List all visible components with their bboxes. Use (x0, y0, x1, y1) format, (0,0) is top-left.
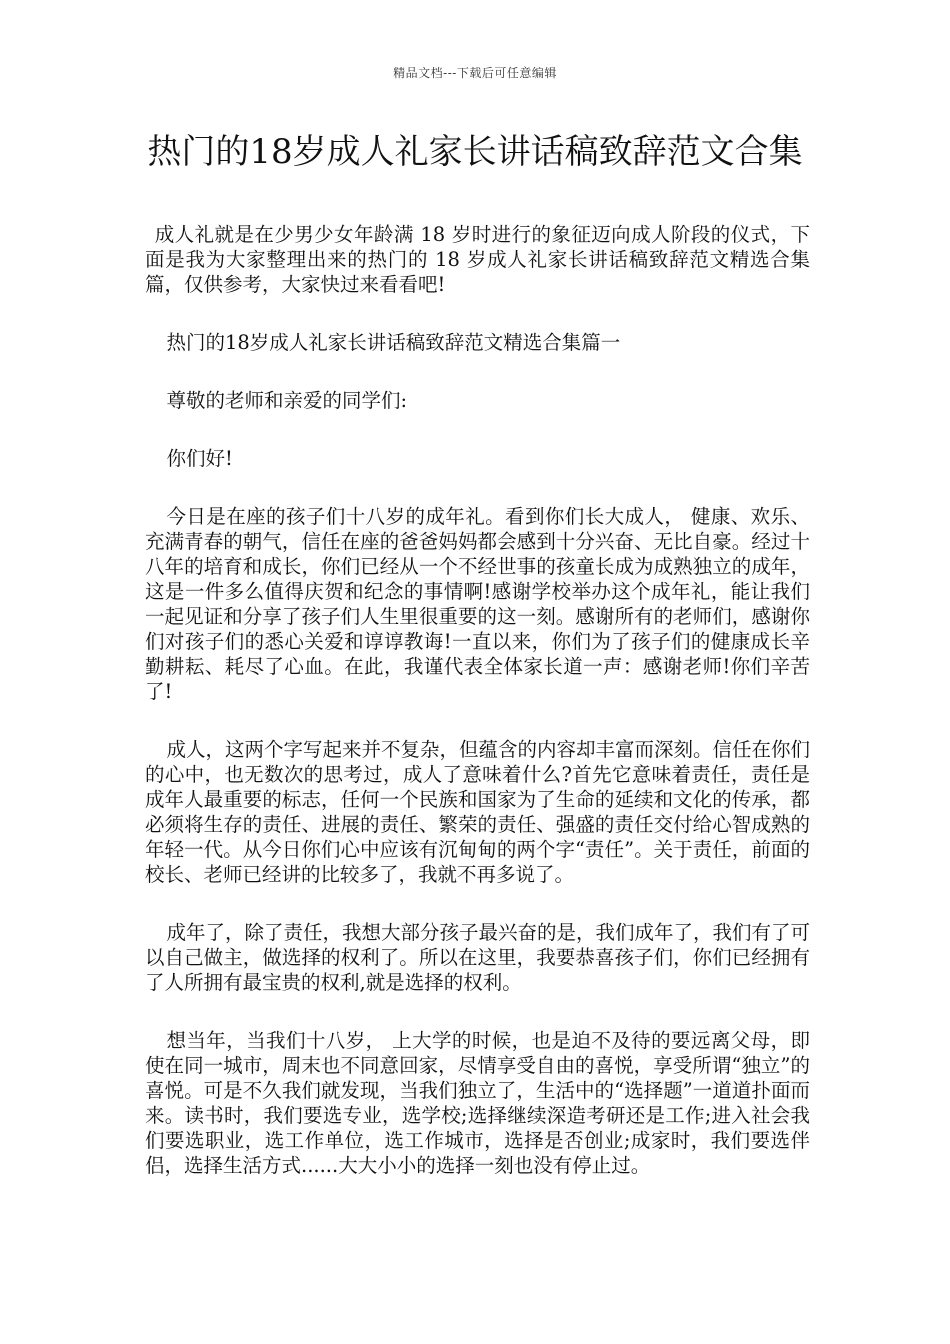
greeting: 你们好! (166, 447, 233, 470)
intro-paragraph: 成人礼就是在少男少女年龄满 18 岁时进行的象征迈向成人阶段的仪式，下面是我为大家整理出来的热门的 18 岁成人礼家长讲话稿致辞范文精选合集篇，仅供参考，大家快过来看看吧! (145, 223, 810, 296)
document-title: 热门的18岁成人礼家长讲话稿致辞范文合集 (147, 132, 803, 172)
section-heading: 热门的18岁成人礼家长讲话稿致辞范文精选合集篇一 (166, 331, 621, 354)
body-paragraph: 成年了，除了责任，我想大部分孩子最兴奋的是，我们成年了，我们有了可以自己做主，做选择的权利了。所以在这里，我要恭喜孩子们，你们已经拥有了人所拥有最宝贵的权利,就是选择的权利。 (145, 921, 810, 994)
body-paragraph: 今日是在座的孩子们十八岁的成年礼。看到你们长大成人， 健康、欢乐、充满青春的朝气，信任在座的爸爸妈妈都会感到十分兴奋、无比自豪。经过十八年的培育和成长，你们已经从一个不经世事的孩童长成为成熟独立的成年，这是一件多么值得庆贺和纪念的事情啊!感谢学校举办这个成年礼，能让我们一起见证和分享了孩子们人生里很重要的这一刻。感谢所有的老师们，感谢你们对孩子们的悉心关爱和谆谆教诲!一直以来，你们为了孩子们的健康成长辛勤耕耘、耗尽了心血。在此，我谨代表全体家长道一声：感谢老师!你们辛苦了! (145, 505, 810, 703)
body-paragraph: 想当年，当我们十八岁， 上大学的时候，也是迫不及待的要远离父母，即使在同一城市，周末也不同意回家，尽情享受自由的喜悦，享受所谓“独立”的喜悦。可是不久我们就发现，当我们独立了，生活中的“选择题”一道道扑面而来。读书时，我们要选专业，选学校;选择继续深造考研还是工作;进入社会我们要选职业，选工作单位，选工作城市，选择是否创业;成家时，我们要选伴侣，选择生活方式......大大小小的选择一刻也没有停止过。 (145, 1029, 810, 1177)
page-header: 精品文档---下载后可任意编辑 (393, 66, 557, 80)
document-body (145, 222, 810, 1211)
body-paragraph: 成人，这两个字写起来并不复杂，但蕴含的内容却丰富而深刻。信任在你们的心中，也无数次的思考过，成人了意味着什么?首先它意味着责任，责任是成年人最重要的标志，任何一个民族和国家为了生命的延续和文化的传承，都必须将生存的责任、进展的责任、繁荣的责任、强盛的责任交付给心智成熟的年轻一代。从今日你们心中应该有沉甸甸的两个字“责任”。关于责任，前面的校长、老师已经讲的比较多了，我就不再多说了。 (145, 738, 810, 886)
salutation: 尊敬的老师和亲爱的同学们: (166, 389, 408, 412)
